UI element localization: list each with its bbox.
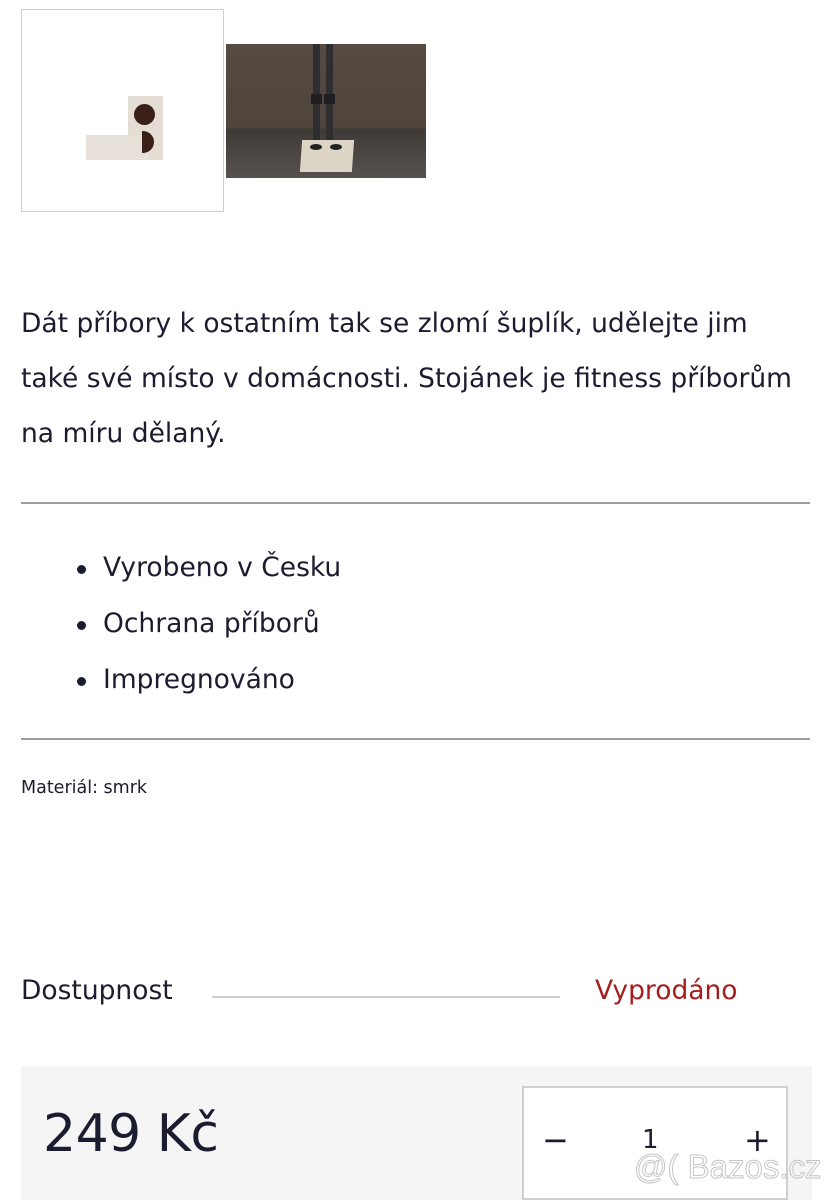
bullet-icon xyxy=(77,621,86,630)
thumbnail-stand-hole xyxy=(330,144,342,150)
thumbnail-cutlery-rod xyxy=(326,44,333,142)
feature-item xyxy=(21,540,341,596)
decrease-quantity-button[interactable]: − xyxy=(542,1121,569,1159)
material-info: Materiál: smrk xyxy=(21,778,148,798)
feature-item xyxy=(21,596,341,652)
availability-leader-line xyxy=(212,996,560,998)
watermark: @( Bazos.cz xyxy=(634,1148,822,1185)
thumbnail-cutlery-rod xyxy=(313,44,320,142)
divider xyxy=(21,738,810,740)
availability-status: Vyprodáno xyxy=(595,975,738,1006)
feature-item xyxy=(21,652,341,708)
increase-quantity-button[interactable]: + xyxy=(744,1121,771,1159)
thumbnail-clip xyxy=(324,94,335,104)
availability-label: Dostupnost xyxy=(21,975,173,1006)
product-thumbnail-1[interactable] xyxy=(21,9,224,212)
bullet-icon xyxy=(77,565,86,574)
divider xyxy=(21,502,810,504)
feature-list xyxy=(21,540,341,708)
bullet-icon xyxy=(77,677,86,686)
price: 249 Kč xyxy=(43,1104,219,1164)
feature-label: Vyrobeno v Česku xyxy=(103,552,342,583)
product-thumbnail-2[interactable] xyxy=(226,44,426,178)
feature-label: Ochrana příborů xyxy=(103,608,320,639)
product-description: Dát příbory k ostatním tak se zlomí šuplík, udělejte jim také své místo v domácnosti. Stojánek je fitness příborům na míru dělaný. xyxy=(21,308,792,449)
thumbnail-hole xyxy=(134,104,155,125)
thumbnail-wood-stand xyxy=(300,140,354,172)
thumbnail-clip xyxy=(311,94,322,104)
feature-label: Impregnováno xyxy=(103,664,295,695)
product-gallery xyxy=(21,9,426,212)
availability-row xyxy=(21,975,811,1019)
thumbnail-base-piece xyxy=(86,135,149,160)
thumbnail-stand-hole xyxy=(310,144,322,150)
quantity-value[interactable]: 1 xyxy=(642,1125,659,1155)
